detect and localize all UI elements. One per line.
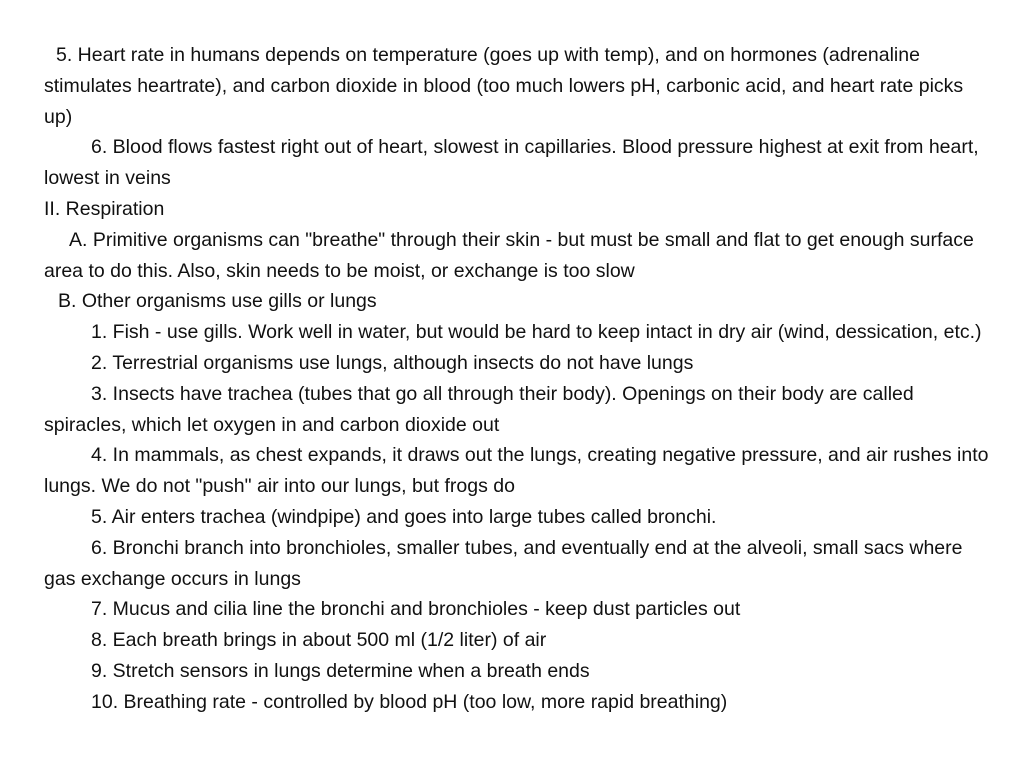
paragraph-gills-or-lungs: B. Other organisms use gills or lungs xyxy=(58,290,377,313)
paragraph-mucus-cilia: 7. Mucus and cilia line the bronchi and bronchioles - keep dust particles out xyxy=(91,598,741,621)
paragraph-air-trachea: 5. Air enters trachea (windpipe) and goes into large tubes called bronchi. xyxy=(91,505,717,528)
paragraph-terrestrial-lungs: 2. Terrestrial organisms use lungs, although insects do not have lungs xyxy=(91,351,694,374)
paragraph-breath-volume: 8. Each breath brings in about 500 ml (1/2 liter) of air xyxy=(91,629,547,652)
paragraph-fish-gills: 1. Fish - use gills. Work well in water, but would be hard to keep intact in dry air (wind, dessication, etc.) xyxy=(91,321,982,344)
paragraph-insect-trachea: 3. Insects have trachea (tubes that go all through their body). Openings on their body are called spiracles, which let oxygen in and carbon dioxide out xyxy=(44,382,914,436)
paragraph-stretch-sensors: 9. Stretch sensors in lungs determine when a breath ends xyxy=(91,659,590,682)
paragraph-breathing-rate: 10. Breathing rate - controlled by blood pH (too low, more rapid breathing) xyxy=(91,690,728,713)
section-heading-respiration: II. Respiration xyxy=(44,197,165,220)
paragraph-mammal-breathing: 4. In mammals, as chest expands, it draws out the lungs, creating negative pressure, and air rushes into lungs. We do not "push" air into our lungs, but frogs do xyxy=(44,444,989,498)
paragraph-heart-rate-factors: 5. Heart rate in humans depends on temperature (goes up with temp), and on hormones (adrenaline stimulates heartrate), and carbon dioxide in blood (too much lowers pH, carbonic acid, and heart rate picks up) xyxy=(44,44,964,128)
paragraph-primitive-organisms: A. Primitive organisms can "breathe" through their skin - but must be small and flat to get enough surface area to do this. Also, skin needs to be moist, or exchange is too slow xyxy=(44,228,974,282)
paragraph-bronchi-alveoli: 6. Bronchi branch into bronchioles, smaller tubes, and eventually end at the alveoli, small sacs where gas exchange occurs in lungs xyxy=(44,536,963,590)
slide-text-body xyxy=(44,40,994,718)
paragraph-blood-flow-speed: 6. Blood flows fastest right out of heart, slowest in capillaries. Blood pressure highest at exit from heart, lowest in veins xyxy=(44,136,979,190)
